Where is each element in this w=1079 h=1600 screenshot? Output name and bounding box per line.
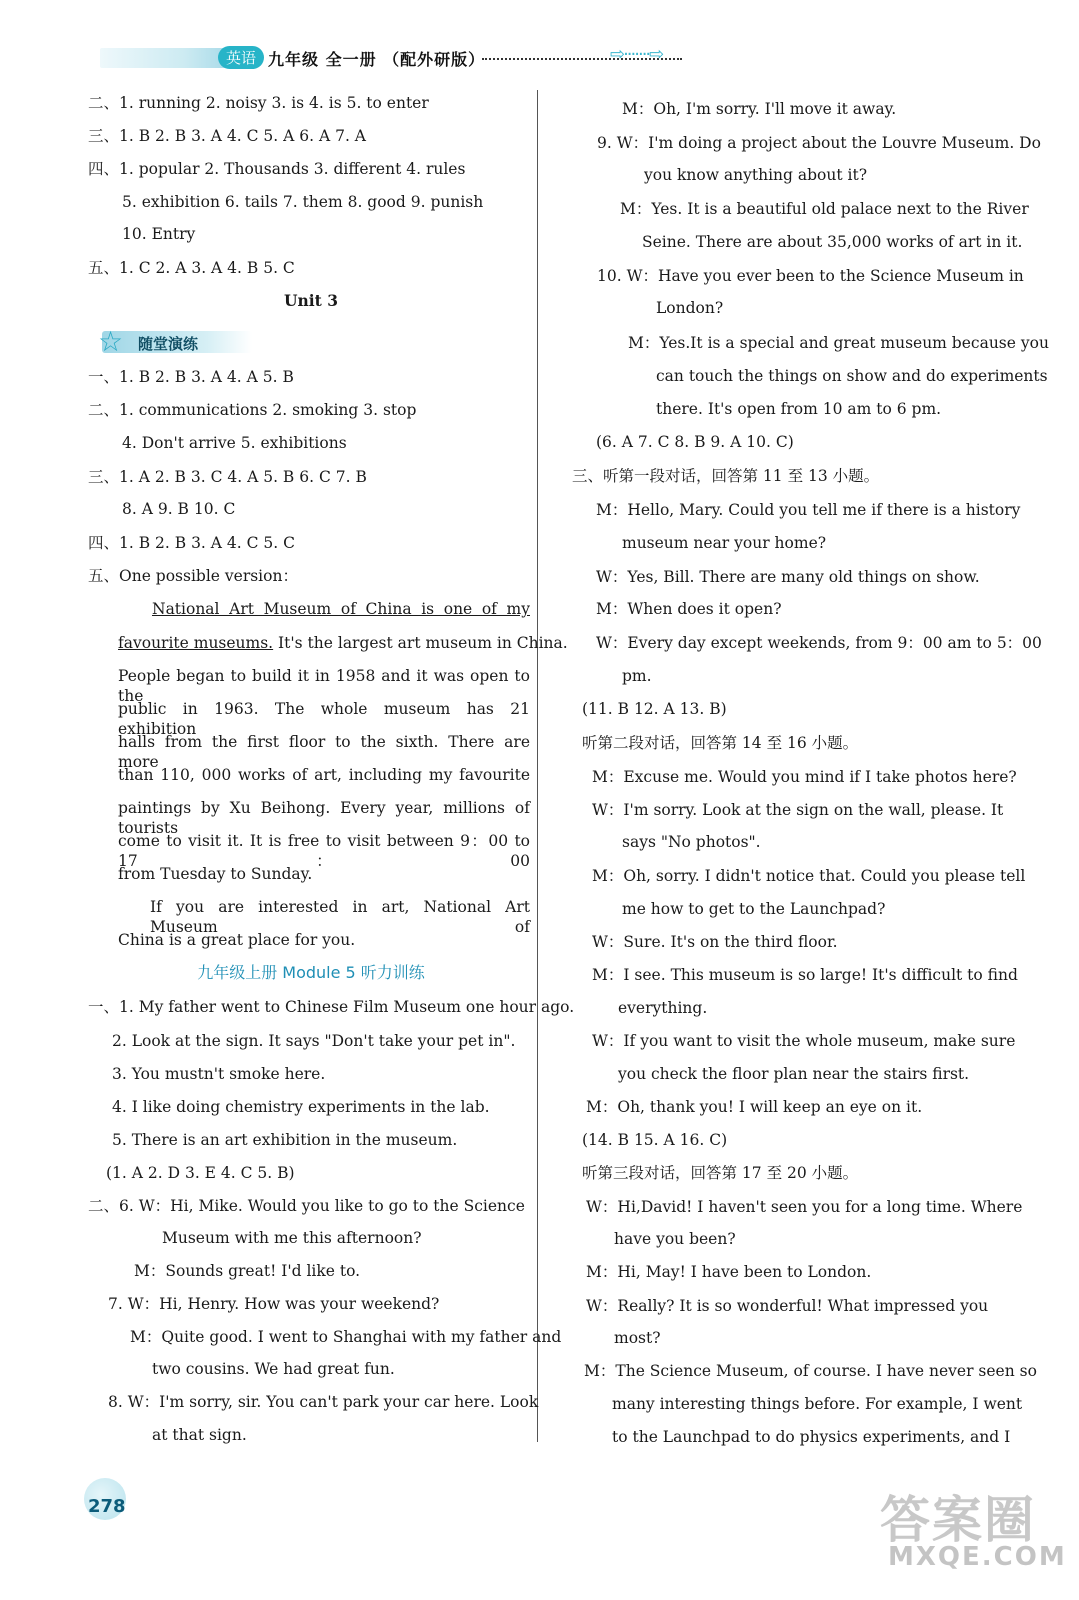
- script-line: M：Excuse me. Would you mind if I take photos here?: [592, 768, 1017, 786]
- script-line: you know anything about it?: [644, 166, 868, 184]
- script-line: there. It's open from 10 am to 6 pm.: [656, 400, 942, 418]
- answer-line: 一、1. B 2. B 3. A 4. A 5. B: [88, 368, 294, 386]
- script-line: M：I see. This museum is so large! It's difficult to find: [592, 966, 1018, 984]
- essay-line: If you are interested in art, National Art Museum of: [150, 898, 530, 936]
- script-line: 8. W：I'm sorry, sir. You can't park your car here. Look: [108, 1393, 539, 1411]
- script-line: 10. W：Have you ever been to the Science Museum in: [597, 267, 1024, 285]
- script-line: have you been?: [614, 1230, 736, 1248]
- essay-line: China is a great place for you.: [118, 931, 356, 949]
- script-line: M：Oh, thank you! I will keep an eye on it.: [586, 1098, 923, 1116]
- script-line: museum near your home?: [622, 534, 827, 552]
- watermark: [880, 1480, 1067, 1580]
- script-line: M：Hi, May! I have been to London.: [586, 1263, 872, 1281]
- watermark-url: MXQE.COM: [888, 1542, 1067, 1572]
- script-line: at that sign.: [152, 1426, 247, 1444]
- essay-line: People began to build it in 1958 and it was open to the: [118, 667, 530, 705]
- answer-line: 四、1. B 2. B 3. A 4. C 5. C: [88, 534, 295, 552]
- script-line: Museum with me this afternoon?: [162, 1229, 422, 1247]
- answer-line: 5. exhibition 6. tails 7. them 8. good 9. punish: [122, 193, 484, 211]
- essay-line: [118, 633, 568, 653]
- script-line: 2. Look at the sign. It says "Don't take your pet in".: [112, 1032, 516, 1050]
- page-header: [100, 40, 720, 76]
- module-title: 九年级上册 Module 5 听力训练: [197, 963, 425, 982]
- script-line: M：Yes.It is a special and great museum because you: [628, 334, 1049, 352]
- script-line: W：If you want to visit the whole museum, make sure: [592, 1032, 1016, 1050]
- script-line: 一、1. My father went to Chinese Film Museum one hour ago.: [88, 998, 575, 1016]
- answer-key: (6. A 7. C 8. B 9. A 10. C): [596, 433, 794, 451]
- essay-line: halls from the first floor to the sixth. There are more: [118, 733, 530, 771]
- section-instruction: 听第二段对话，回答第 14 至 16 小题。: [582, 734, 859, 752]
- script-line: me how to get to the Launchpad?: [622, 900, 886, 918]
- script-line: everything.: [618, 999, 708, 1017]
- arrow-icon: ⇨·······⇨: [610, 44, 663, 65]
- essay-line: from Tuesday to Sunday.: [118, 865, 313, 883]
- answer-line: 五、1. C 2. A 3. A 4. B 5. C: [88, 259, 295, 277]
- script-line: you check the floor plan near the stairs first.: [618, 1065, 970, 1083]
- answer-line: 二、1. communications 2. smoking 3. stop: [88, 401, 417, 419]
- script-line: W：Every day except weekends, from 9：00 am to 5：00: [596, 634, 1042, 652]
- script-line: 二、6. W：Hi, Mike. Would you like to go to the Science: [88, 1197, 525, 1215]
- script-line: M：Hello, Mary. Could you tell me if there is a history: [596, 501, 1021, 519]
- script-line: 5. There is an art exhibition in the museum.: [112, 1131, 458, 1149]
- script-line: M：The Science Museum, of course. I have never seen so: [584, 1362, 1037, 1380]
- book-title: 九年级 全一册 （配外研版）: [268, 50, 486, 69]
- essay-line: come to visit it. It is free to visit between 9：00 to 17：00: [118, 832, 530, 870]
- script-line: two cousins. We had great fun.: [152, 1360, 395, 1378]
- answer-line: 三、1. A 2. B 3. C 4. A 5. B 6. C 7. B: [88, 468, 367, 486]
- answer-line: 五、One possible version：: [88, 567, 298, 585]
- answer-line: 10. Entry: [122, 225, 196, 243]
- script-line: W：Really? It is so wonderful! What impressed you: [586, 1297, 989, 1315]
- star-icon: ☆: [98, 325, 124, 358]
- essay-line: public in 1963. The whole museum has 21 exhibition: [118, 700, 530, 738]
- answer-line: 8. A 9. B 10. C: [122, 500, 236, 518]
- script-line: W：Sure. It's on the third floor.: [592, 933, 838, 951]
- script-line: many interesting things before. For example, I went: [612, 1395, 1023, 1413]
- section-instruction: 听第三段对话，回答第 17 至 20 小题。: [582, 1164, 859, 1182]
- script-line: 3. You mustn't smoke here.: [112, 1065, 326, 1083]
- unit-heading: Unit 3: [283, 291, 338, 310]
- script-line: pm.: [622, 667, 652, 685]
- answer-line: 二、1. running 2. noisy 3. is 4. is 5. to enter: [88, 94, 429, 112]
- script-line: London?: [656, 299, 724, 317]
- script-line: Seine. There are about 35,000 works of art in it.: [642, 233, 1023, 251]
- badge-label: 随堂演练: [138, 335, 199, 353]
- section-instruction: 三、听第一段对话，回答第 11 至 13 小题。: [572, 467, 880, 485]
- script-line: W：I'm sorry. Look at the sign on the wall, please. It: [592, 801, 1004, 819]
- script-line: to the Launchpad to do physics experiments, and I: [612, 1428, 1011, 1446]
- answer-key: (1. A 2. D 3. E 4. C 5. B): [106, 1164, 295, 1182]
- script-line: 4. I like doing chemistry experiments in the lab.: [112, 1098, 490, 1116]
- page-number: 278: [88, 1496, 126, 1517]
- essay-line: than 110, 000 works of art, including my favourite: [118, 766, 530, 784]
- essay-underlined: favourite museums.: [118, 634, 274, 652]
- script-line: most?: [614, 1329, 661, 1347]
- script-line: M：Yes. It is a beautiful old palace next to the River: [620, 200, 1029, 218]
- script-line: M：Sounds great! I'd like to.: [134, 1262, 361, 1280]
- script-line: W：Hi,David! I haven't seen you for a long time. Where: [586, 1198, 1023, 1216]
- section-badge: [98, 325, 258, 358]
- essay-line: National Art Museum of China is one of my: [152, 600, 530, 618]
- watermark-logo: 答案圈: [880, 1491, 1036, 1549]
- answer-line: 四、1. popular 2. Thousands 3. different 4. rules: [88, 160, 466, 178]
- script-line: says "No photos".: [622, 833, 761, 851]
- script-line: can touch the things on show and do experiments: [656, 367, 1048, 385]
- script-line: M：Oh, sorry. I didn't notice that. Could you please tell: [592, 867, 1026, 885]
- essay-text: It's the largest art museum in China.: [273, 634, 568, 652]
- answer-line: 三、1. B 2. B 3. A 4. C 5. A 6. A 7. A: [88, 127, 366, 145]
- script-line: M：Oh, I'm sorry. I'll move it away.: [622, 100, 897, 118]
- script-line: 7. W：Hi, Henry. How was your weekend?: [108, 1295, 440, 1313]
- essay-line: paintings by Xu Beihong. Every year, millions of tourists: [118, 799, 530, 837]
- answer-line: 4. Don't arrive 5. exhibitions: [122, 434, 347, 452]
- column-divider: [537, 90, 538, 1442]
- script-line: M：Quite good. I went to Shanghai with my father and: [130, 1328, 562, 1346]
- answer-key: (11. B 12. A 13. B): [582, 700, 727, 718]
- subject-label: 英语: [218, 46, 264, 69]
- script-line: W：Yes, Bill. There are many old things on show.: [596, 568, 980, 586]
- script-line: 9. W：I'm doing a project about the Louvre Museum. Do: [597, 134, 1041, 152]
- script-line: M：When does it open?: [596, 600, 782, 618]
- answer-key: (14. B 15. A 16. C): [582, 1131, 728, 1149]
